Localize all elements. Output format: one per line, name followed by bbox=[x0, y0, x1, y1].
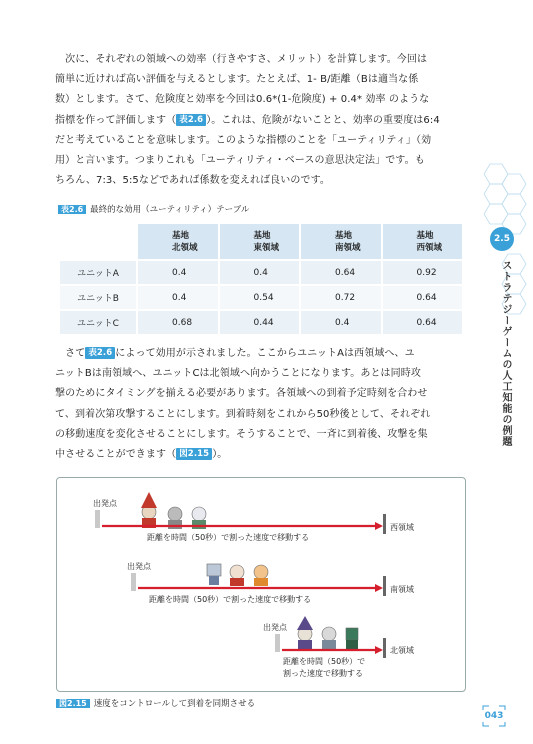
figure-caption bbox=[56, 697, 255, 709]
row-unit-label: ユニットB bbox=[60, 286, 136, 309]
start-point-label: 出発点 bbox=[93, 499, 117, 508]
text-fragment: さて bbox=[55, 348, 86, 359]
table-caption-tag: 表2.6 bbox=[58, 205, 86, 214]
text-line bbox=[55, 348, 415, 359]
section-number-badge: 2.5 bbox=[490, 227, 514, 251]
text-line: の移動速度を変化させることにします。そうすることで、一斉に到着後、攻撃を集 bbox=[55, 428, 428, 440]
unit-group-b-icon bbox=[207, 564, 268, 586]
speed-label: 距離を時間（50秒）で割った速度で移動する bbox=[149, 595, 312, 604]
header-west: 基地 西領域 bbox=[383, 224, 463, 259]
text-fragment: ）。 bbox=[212, 449, 228, 461]
route-row-north bbox=[263, 616, 414, 678]
text-fragment: 中させることができます（ bbox=[55, 449, 177, 461]
text-line: て、到着次第攻撃することにします。到着時刻をこれから50秒後として、それぞれ bbox=[55, 408, 431, 420]
text-fragment: ） bbox=[206, 114, 212, 126]
destination-label: 南領域 bbox=[390, 585, 414, 594]
route-row-south bbox=[127, 561, 414, 604]
destination-label: 北領域 bbox=[390, 646, 414, 655]
table-corner-cell bbox=[60, 224, 136, 259]
destination-label: 西領域 bbox=[390, 523, 414, 532]
table-row bbox=[60, 311, 462, 334]
text-fragment: 指標を作って評価します bbox=[55, 114, 167, 126]
goal-post-icon bbox=[383, 638, 386, 658]
table-cell: 0.68 bbox=[138, 311, 218, 334]
header-south: 基地 南領域 bbox=[301, 224, 381, 259]
start-post-icon bbox=[131, 573, 136, 591]
text-line: 簡単に近ければ高い評価を与えるとします。たとえば、1- B/距離（Bは適当な係 bbox=[55, 74, 419, 86]
table-ref-badge[interactable]: 表2.6 bbox=[85, 347, 115, 359]
table-cell: 0.64 bbox=[383, 311, 463, 334]
table-caption bbox=[58, 203, 249, 215]
text-line bbox=[55, 115, 440, 126]
table-cell: 0.4 bbox=[138, 286, 218, 309]
figure-ref-badge[interactable]: 図2.15 bbox=[176, 448, 212, 460]
figure-caption-text: 速度をコントロールして到着を同期させる bbox=[93, 699, 256, 709]
start-post-icon bbox=[275, 634, 280, 652]
text-line: 用）と言います。つまりこれも「ユーティリティ・ベースの意思決定法」です。も bbox=[55, 155, 425, 167]
figure-caption-tag: 図2.15 bbox=[56, 699, 90, 708]
row-unit-label: ユニットC bbox=[60, 311, 136, 334]
text-line bbox=[55, 449, 227, 460]
goal-post-icon bbox=[383, 576, 386, 596]
table-cell: 0.54 bbox=[220, 286, 300, 309]
table-cell: 0.44 bbox=[220, 311, 300, 334]
table-cell: 0.4 bbox=[138, 261, 218, 284]
speed-label: 距離を時間（50秒）で割った速度で移動する bbox=[147, 533, 310, 542]
text-fragment: 。これは、危険がないことと、効率の重要度は6:4 bbox=[211, 114, 440, 126]
figure-arrival-sync bbox=[56, 477, 466, 692]
header-north: 基地 北領域 bbox=[138, 224, 218, 259]
start-point-label: 出発点 bbox=[263, 623, 287, 632]
table-caption-text: 最終的な効用（ユーティリティ）テーブル bbox=[90, 205, 250, 215]
text-line: 撃のためにタイミングを揃える必要があります。各領域への到着予定時刻を合わせ bbox=[55, 388, 428, 400]
text-line: 数）とします。さて、危険度と効率を今回は0.6*(1-危険度) + 0.4* 効率 のような bbox=[55, 94, 430, 106]
page-number: 043 bbox=[484, 711, 504, 721]
header-east: 基地 東領域 bbox=[220, 224, 300, 259]
chapter-side-title: ストラテジーゲームの人工知能の例題 bbox=[500, 260, 511, 447]
paragraph-synchronize bbox=[55, 344, 465, 465]
table-cell: 0.64 bbox=[383, 286, 463, 309]
table-row bbox=[60, 261, 462, 284]
speed-label: 距離を時間（50秒）で bbox=[283, 657, 366, 666]
text-line: だと考えていることを意味します。このような指標のことを「ユーティリティ」（効 bbox=[55, 134, 432, 146]
paragraph-efficiency bbox=[55, 50, 465, 191]
table-cell: 0.4 bbox=[301, 311, 381, 334]
sync-diagram bbox=[57, 478, 465, 691]
text-fragment: によって効用が示されました。ここからユニットAは西領域へ、ユ bbox=[115, 348, 415, 359]
unit-group-c-icon bbox=[297, 616, 358, 650]
utility-table bbox=[58, 222, 464, 336]
table-cell: 0.72 bbox=[301, 286, 381, 309]
text-line: ちろん、7:3、5:5などであれば係数を変えれば良いのです。 bbox=[55, 175, 330, 187]
table-cell: 0.92 bbox=[383, 261, 463, 284]
route-row-west bbox=[93, 492, 414, 542]
start-post-icon bbox=[95, 510, 100, 528]
unit-group-a-icon bbox=[141, 492, 206, 529]
table-header-row bbox=[60, 224, 462, 259]
table-cell: 0.64 bbox=[301, 261, 381, 284]
table-cell: 0.4 bbox=[220, 261, 300, 284]
text-fragment: （ bbox=[166, 114, 177, 126]
goal-post-icon bbox=[383, 514, 386, 534]
start-point-label: 出発点 bbox=[127, 562, 151, 571]
row-unit-label: ユニットA bbox=[60, 261, 136, 284]
speed-label: 割った速度で移動する bbox=[283, 669, 363, 678]
table-ref-badge[interactable]: 表2.6 bbox=[176, 114, 206, 126]
table-row bbox=[60, 286, 462, 309]
text-line: 次に、それぞれの領域への効率（行きやすさ、メリット）を計算します。今回は bbox=[55, 54, 428, 65]
text-line: ニットBは南領域へ、ユニットCは北領域へ向かうことになります。あとは同時攻 bbox=[55, 368, 421, 380]
